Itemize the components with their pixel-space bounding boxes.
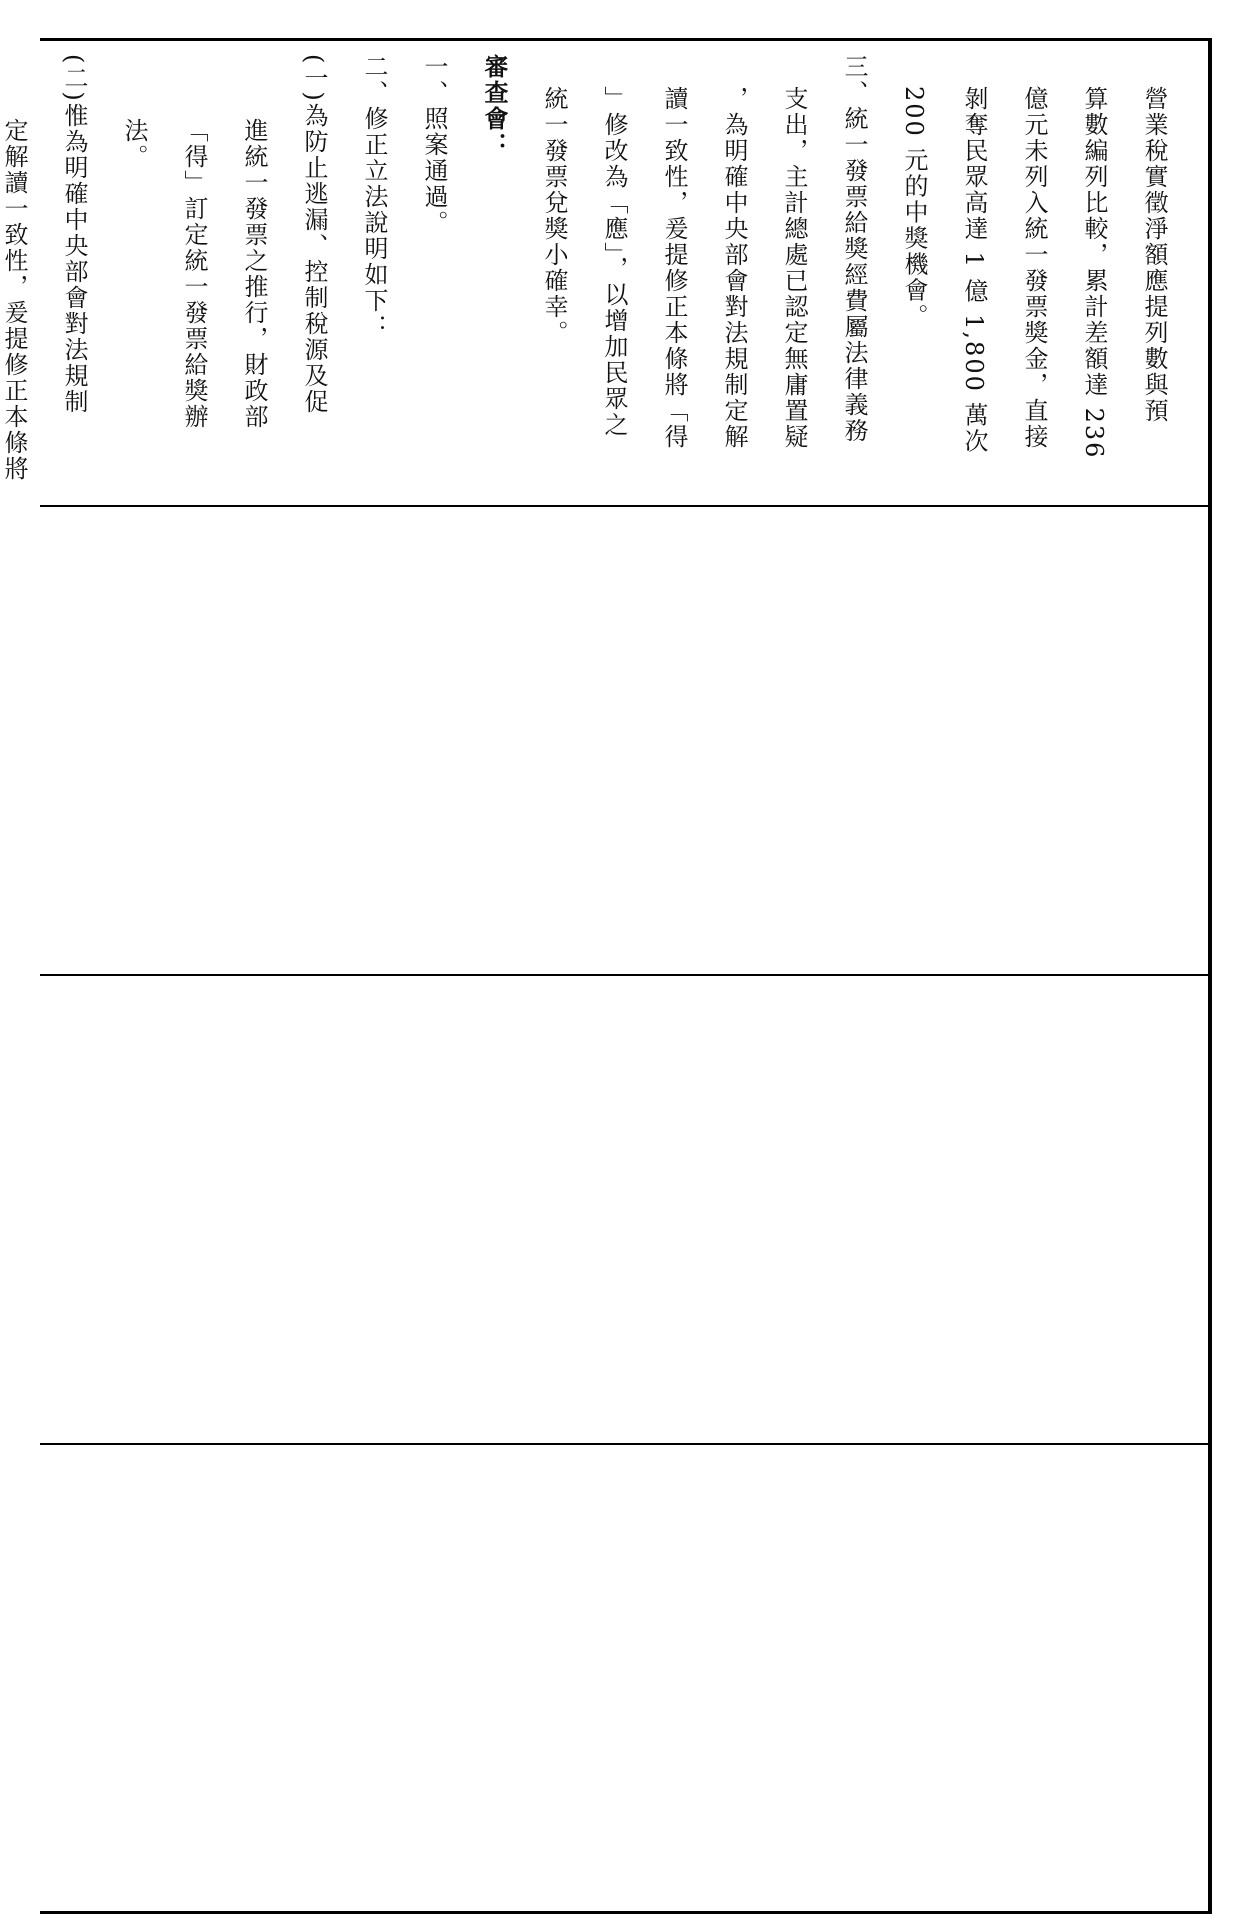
text-line: 審查會： <box>480 54 509 158</box>
text-line: (一)為防止逃漏、控制稅源及促 <box>300 54 328 415</box>
text-line: 200 元的中獎機會。 <box>900 86 928 330</box>
vertical-text-block <box>0 54 1184 482</box>
text-line: (二)惟為明確中央部會對法規制 <box>60 54 88 415</box>
text-line: 營業稅實徵淨額應提列數與預 <box>1140 86 1168 424</box>
text-line: 讀一致性，爰提修正本條將「得 <box>660 86 688 450</box>
text-line: ，為明確中央部會對法規制定解 <box>720 86 748 450</box>
text-line: 算數編列比較，累計差額達 236 <box>1080 86 1108 460</box>
text-line: 支出，主計總處已認定無庸置疑 <box>780 86 808 450</box>
text-line: 剝奪民眾高達 1 億 1,800 萬次 <box>960 86 988 455</box>
text-line: 統一發票兌獎小確幸。 <box>540 86 568 346</box>
text-line: 」修改為「應」，以增加民眾之 <box>600 86 628 438</box>
text-line: 定解讀一致性，爰提修正本條將 <box>0 118 28 482</box>
text-line: 億元未列入統一發票獎金，直接 <box>1020 86 1048 450</box>
text-line: 三、統一發票給獎經費屬法律義務 <box>840 54 868 444</box>
text-line: 「得」訂定統一發票給獎辦 <box>180 118 208 430</box>
empty-cell-4 <box>40 1445 1208 1911</box>
empty-cell-2 <box>40 507 1208 973</box>
text-line: 一、照案通過。 <box>420 54 448 236</box>
text-line: 二、修正立法說明如下： <box>360 54 388 340</box>
empty-cell-3 <box>40 976 1208 1442</box>
text-line: 進統一發票之推行，財政部 <box>240 118 268 430</box>
text-line: 法。 <box>120 118 148 170</box>
commentary-cell <box>0 42 1208 504</box>
